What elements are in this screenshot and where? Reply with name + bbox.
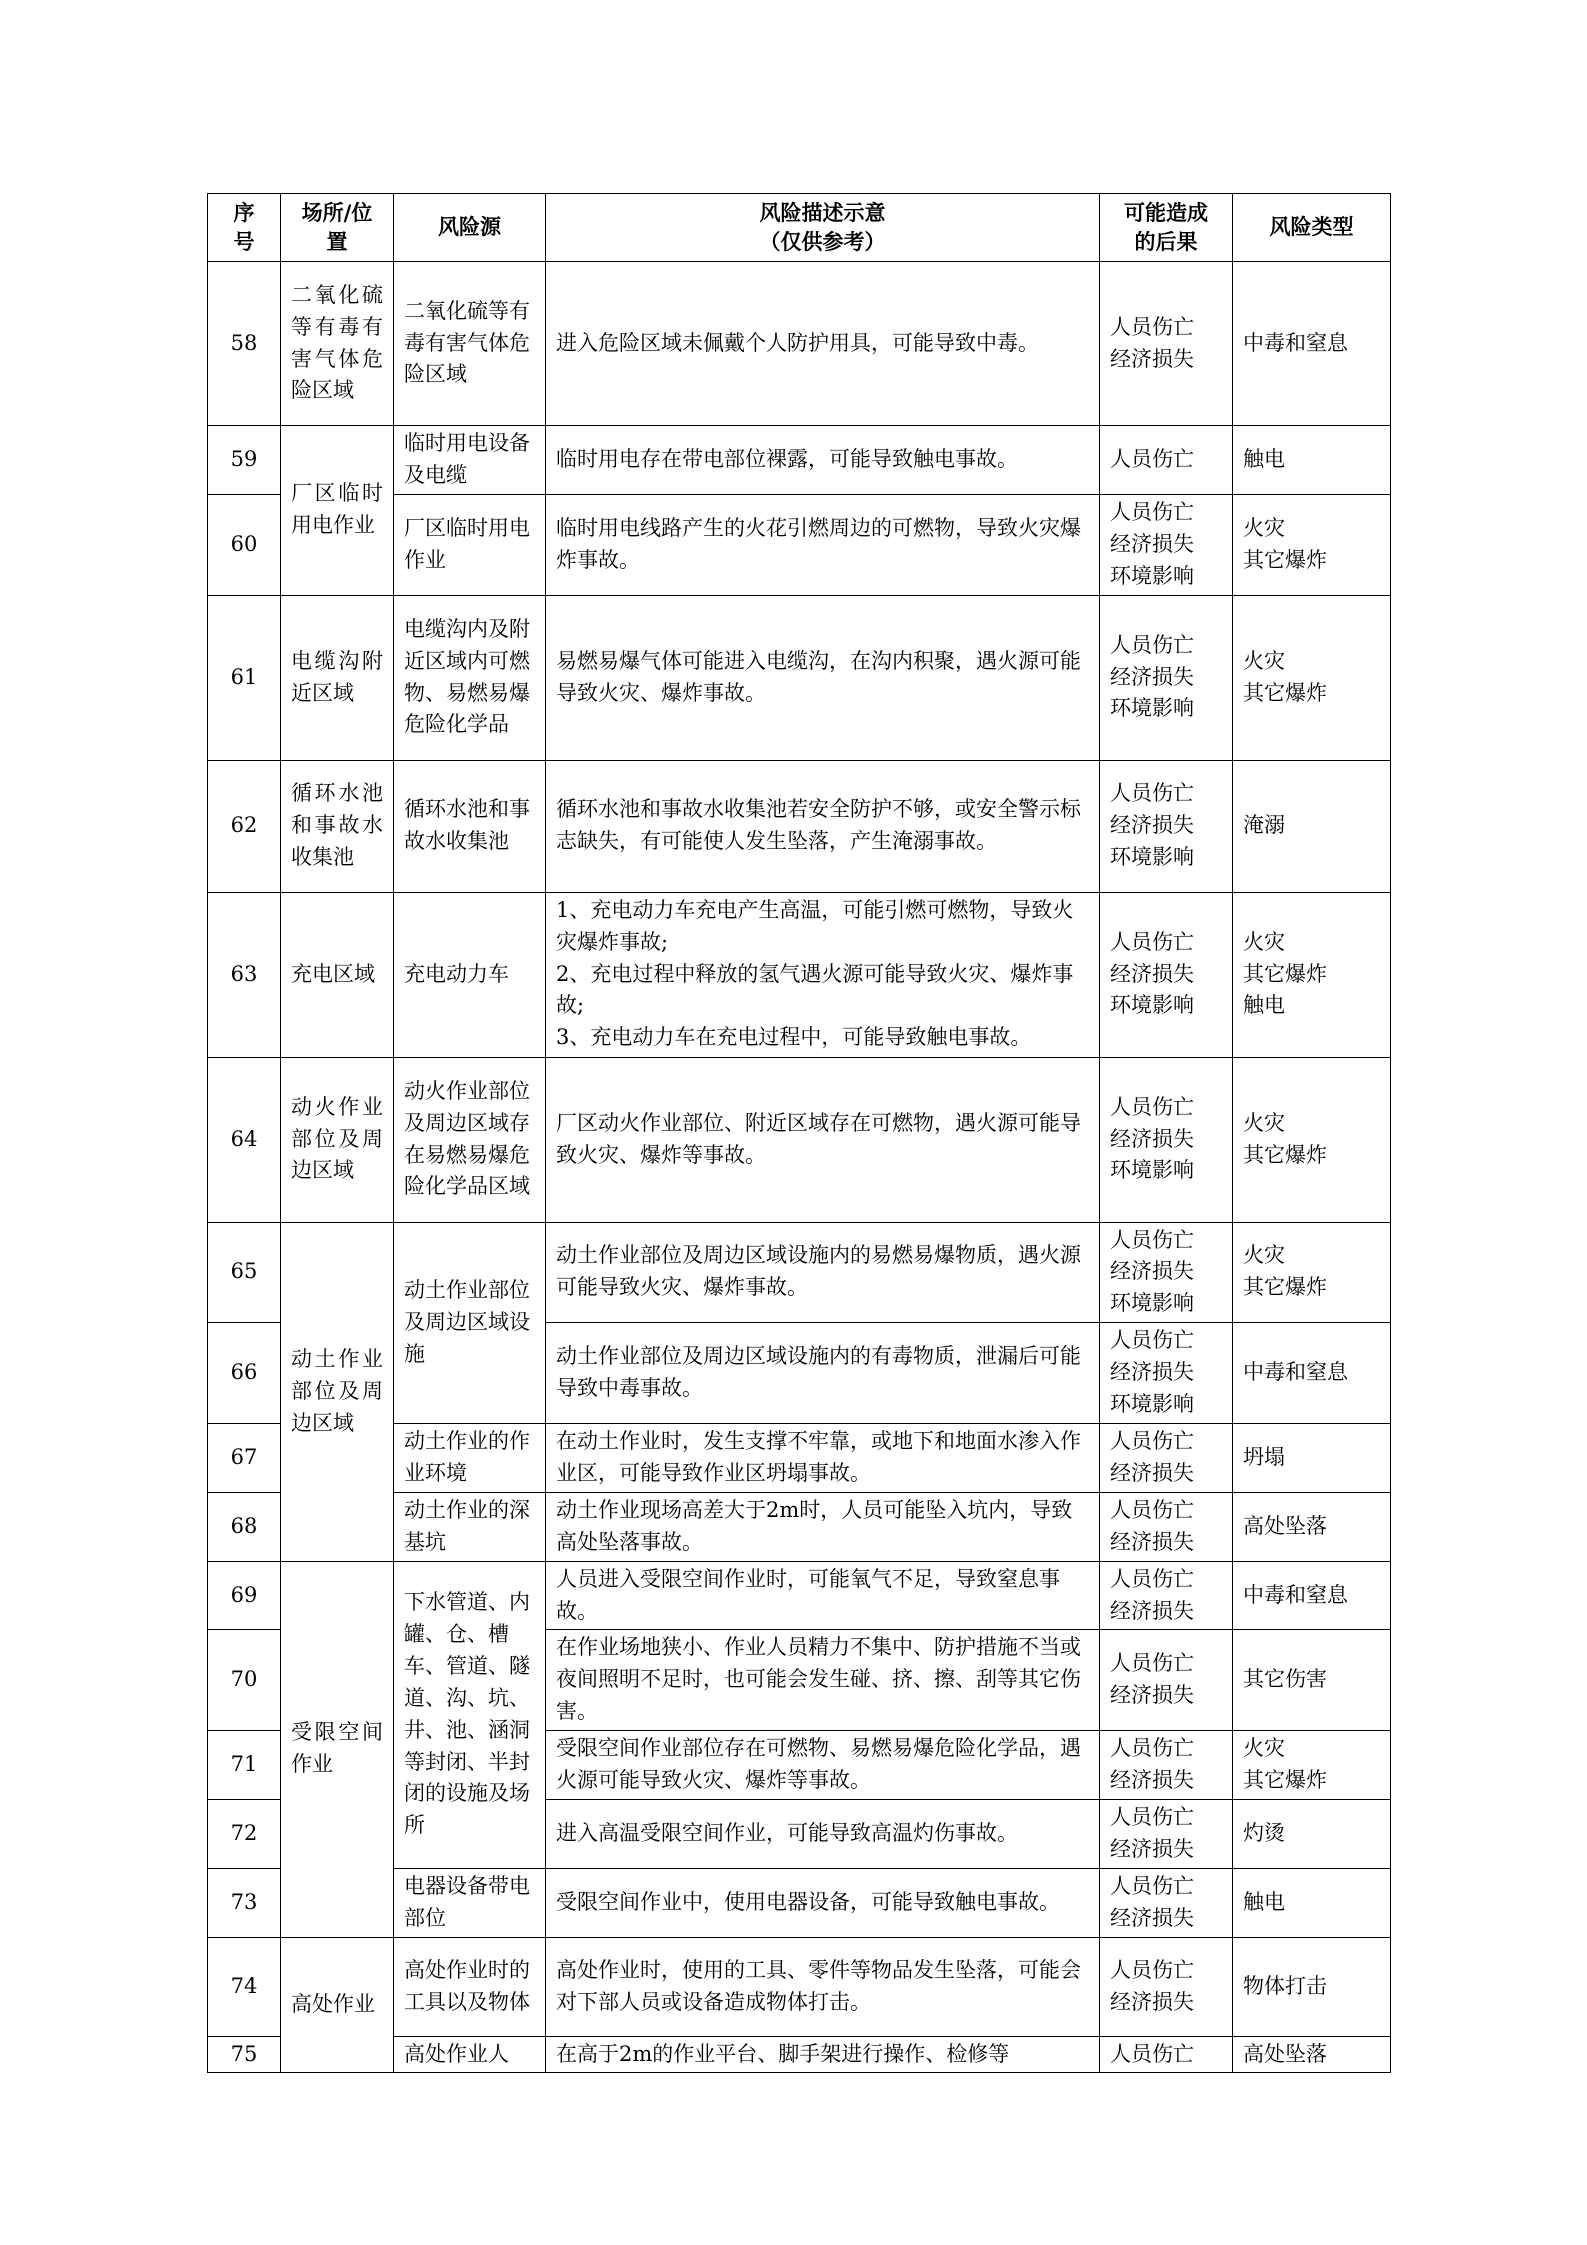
source-cell: 循环水池和事故水收集池 — [394, 760, 546, 892]
consequence-cell: 人员伤亡 经济损失 — [1100, 1937, 1233, 2036]
place-cell: 高处作业 — [281, 1937, 394, 2073]
seq-cell: 62 — [208, 760, 281, 892]
consequence-cell: 人员伤亡 经济损失 环境影响 — [1100, 1222, 1233, 1323]
consequence-cell: 人员伤亡 经济损失 — [1100, 1423, 1233, 1492]
type-cell: 火灾 其它爆炸 触电 — [1233, 892, 1391, 1057]
source-cell: 动火作业部位及周边区域存在易燃易爆危险化学品区域 — [394, 1057, 546, 1222]
desc-cell: 厂区动火作业部位、附近区域存在可燃物，遇火源可能导致火灾、爆炸等事故。 — [546, 1057, 1100, 1222]
header-row — [208, 194, 1391, 262]
seq-cell: 64 — [208, 1057, 281, 1222]
consequence-cell: 人员伤亡 经济损失 环境影响 — [1100, 892, 1233, 1057]
source-cell: 厂区临时用电作业 — [394, 494, 546, 595]
seq-cell: 68 — [208, 1492, 281, 1561]
header-type: 风险类型 — [1233, 194, 1391, 262]
seq-cell: 69 — [208, 1561, 281, 1630]
consequence-cell: 人员伤亡 经济损失 — [1100, 1868, 1233, 1937]
place-cell: 电缆沟附近区域 — [281, 595, 394, 760]
desc-cell: 临时用电线路产生的火花引燃周边的可燃物，导致火灾爆炸事故。 — [546, 494, 1100, 595]
consequence-cell: 人员伤亡 经济损失 — [1100, 1731, 1233, 1800]
header-place: 场所/位 置 — [281, 194, 394, 262]
place-cell: 二氧化硫等有毒有害气体危险区域 — [281, 262, 394, 426]
desc-cell: 进入危险区域未佩戴个人防护用具，可能导致中毒。 — [546, 262, 1100, 426]
source-cell: 高处作业人 — [394, 2036, 546, 2073]
desc-cell: 循环水池和事故水收集池若安全防护不够，或安全警示标志缺失，有可能使人发生坠落，产生淹溺事故。 — [546, 760, 1100, 892]
consequence-cell: 人员伤亡 经济损失 环境影响 — [1100, 595, 1233, 760]
table-row — [208, 595, 1391, 760]
seq-cell: 73 — [208, 1868, 281, 1937]
seq-cell: 72 — [208, 1799, 281, 1868]
type-cell: 火灾 其它爆炸 — [1233, 1731, 1391, 1800]
header-consequence: 可能造成 的后果 — [1100, 194, 1233, 262]
type-cell: 中毒和窒息 — [1233, 1323, 1391, 1424]
seq-cell: 75 — [208, 2036, 281, 2073]
source-cell: 动土作业部位及周边区域设施 — [394, 1222, 546, 1423]
consequence-cell: 人员伤亡 经济损失 环境影响 — [1100, 1323, 1233, 1424]
seq-cell: 74 — [208, 1937, 281, 2036]
desc-cell: 受限空间作业部位存在可燃物、易燃易爆危险化学品，遇火源可能导致火灾、爆炸等事故。 — [546, 1731, 1100, 1800]
place-cell: 动火作业部位及周边区域 — [281, 1057, 394, 1222]
consequence-cell: 人员伤亡 — [1100, 426, 1233, 495]
table-row — [208, 426, 1391, 495]
desc-cell: 动土作业现场高差大于2m时，人员可能坠入坑内，导致高处坠落事故。 — [546, 1492, 1100, 1561]
header-seq: 序 号 — [208, 194, 281, 262]
place-cell: 循环水池和事故水收集池 — [281, 760, 394, 892]
consequence-cell: 人员伤亡 — [1100, 2036, 1233, 2073]
type-cell: 高处坠落 — [1233, 1492, 1391, 1561]
seq-cell: 63 — [208, 892, 281, 1057]
source-cell: 动土作业的作业环境 — [394, 1423, 546, 1492]
desc-cell: 受限空间作业中，使用电器设备，可能导致触电事故。 — [546, 1868, 1100, 1937]
place-cell: 厂区临时用电作业 — [281, 426, 394, 596]
seq-cell: 60 — [208, 494, 281, 595]
desc-cell: 在作业场地狭小、作业人员精力不集中、防护措施不当或夜间照明不足时，也可能会发生碰、挤、擦、刮等其它伤害。 — [546, 1630, 1100, 1731]
seq-cell: 70 — [208, 1630, 281, 1731]
type-cell: 物体打击 — [1233, 1937, 1391, 2036]
desc-cell: 高处作业时，使用的工具、零件等物品发生坠落，可能会对下部人员或设备造成物体打击。 — [546, 1937, 1100, 2036]
source-cell: 临时用电设备及电缆 — [394, 426, 546, 495]
seq-cell: 61 — [208, 595, 281, 760]
type-cell: 火灾 其它爆炸 — [1233, 494, 1391, 595]
seq-cell: 58 — [208, 262, 281, 426]
consequence-cell: 人员伤亡 经济损失 — [1100, 1492, 1233, 1561]
type-cell: 火灾 其它爆炸 — [1233, 1057, 1391, 1222]
table-row — [208, 760, 1391, 892]
seq-cell: 66 — [208, 1323, 281, 1424]
seq-cell: 65 — [208, 1222, 281, 1323]
desc-cell: 在动土作业时，发生支撑不牢靠，或地下和地面水渗入作业区，可能导致作业区坍塌事故。 — [546, 1423, 1100, 1492]
header-source: 风险源 — [394, 194, 546, 262]
table-row — [208, 1937, 1391, 2036]
source-cell: 电缆沟内及附近区域内可燃物、易燃易爆危险化学品 — [394, 595, 546, 760]
seq-cell: 67 — [208, 1423, 281, 1492]
source-cell: 电器设备带电部位 — [394, 1868, 546, 1937]
consequence-cell: 人员伤亡 经济损失 环境影响 — [1100, 1057, 1233, 1222]
type-cell: 中毒和窒息 — [1233, 262, 1391, 426]
desc-cell: 动土作业部位及周边区域设施内的易燃易爆物质，遇火源可能导致火灾、爆炸事故。 — [546, 1222, 1100, 1323]
consequence-cell: 人员伤亡 经济损失 — [1100, 262, 1233, 426]
source-cell: 下水管道、内罐、仓、槽车、管道、隧道、沟、坑、井、池、涵洞等封闭、半封闭的设施及场所 — [394, 1561, 546, 1868]
table-row — [208, 1561, 1391, 1630]
consequence-cell: 人员伤亡 经济损失 — [1100, 1799, 1233, 1868]
consequence-cell: 人员伤亡 经济损失 — [1100, 1630, 1233, 1731]
type-cell: 其它伤害 — [1233, 1630, 1391, 1731]
table-row — [208, 1222, 1391, 1323]
consequence-cell: 人员伤亡 经济损失 — [1100, 1561, 1233, 1630]
type-cell: 高处坠落 — [1233, 2036, 1391, 2073]
desc-cell: 在高于2m的作业平台、脚手架进行操作、检修等 — [546, 2036, 1100, 2073]
header-desc: 风险描述示意 （仅供参考） — [546, 194, 1100, 262]
source-cell: 充电动力车 — [394, 892, 546, 1057]
place-cell: 动土作业部位及周边区域 — [281, 1222, 394, 1561]
type-cell: 触电 — [1233, 426, 1391, 495]
place-cell: 充电区域 — [281, 892, 394, 1057]
type-cell: 坍塌 — [1233, 1423, 1391, 1492]
type-cell: 火灾 其它爆炸 — [1233, 1222, 1391, 1323]
seq-cell: 59 — [208, 426, 281, 495]
source-cell: 二氧化硫等有毒有害气体危险区域 — [394, 262, 546, 426]
desc-cell: 易燃易爆气体可能进入电缆沟，在沟内积聚，遇火源可能导致火灾、爆炸事故。 — [546, 595, 1100, 760]
desc-cell: 临时用电存在带电部位裸露，可能导致触电事故。 — [546, 426, 1100, 495]
risk-table — [207, 193, 1391, 2073]
source-cell: 高处作业时的工具以及物体 — [394, 1937, 546, 2036]
type-cell: 淹溺 — [1233, 760, 1391, 892]
table-row — [208, 1057, 1391, 1222]
place-cell: 受限空间作业 — [281, 1561, 394, 1937]
type-cell: 中毒和窒息 — [1233, 1561, 1391, 1630]
desc-cell: 1、充电动力车充电产生高温，可能引燃可燃物，导致火灾爆炸事故; 2、充电过程中释放的氢气遇火源可能导致火灾、爆炸事故; 3、充电动力车在充电过程中，可能导致触电事故。 — [546, 892, 1100, 1057]
desc-cell: 进入高温受限空间作业，可能导致高温灼伤事故。 — [546, 1799, 1100, 1868]
type-cell: 火灾 其它爆炸 — [1233, 595, 1391, 760]
table-row — [208, 892, 1391, 1057]
desc-cell: 动土作业部位及周边区域设施内的有毒物质，泄漏后可能导致中毒事故。 — [546, 1323, 1100, 1424]
desc-cell: 人员进入受限空间作业时，可能氧气不足，导致窒息事故。 — [546, 1561, 1100, 1630]
consequence-cell: 人员伤亡 经济损失 环境影响 — [1100, 494, 1233, 595]
type-cell: 触电 — [1233, 1868, 1391, 1937]
seq-cell: 71 — [208, 1731, 281, 1800]
consequence-cell: 人员伤亡 经济损失 环境影响 — [1100, 760, 1233, 892]
type-cell: 灼烫 — [1233, 1799, 1391, 1868]
table-row — [208, 262, 1391, 426]
source-cell: 动土作业的深基坑 — [394, 1492, 546, 1561]
